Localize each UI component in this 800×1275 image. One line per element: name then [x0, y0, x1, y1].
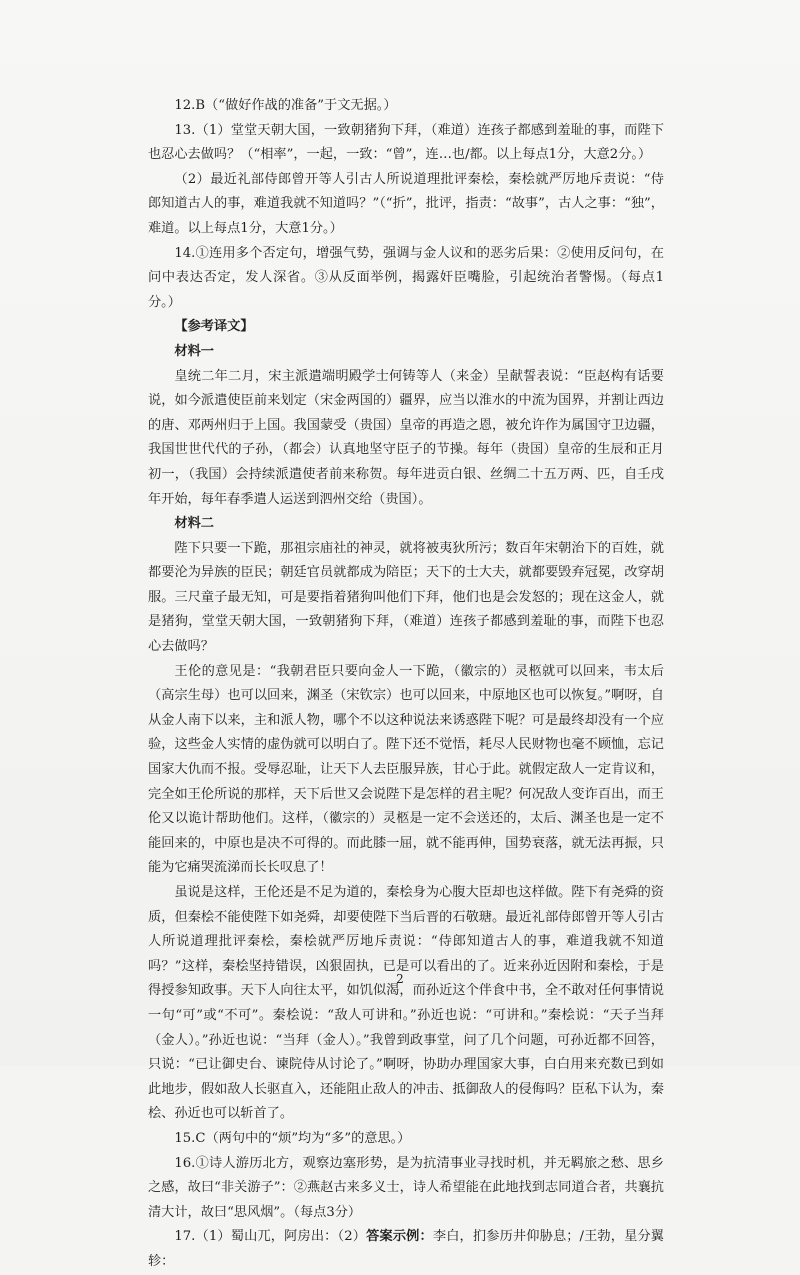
answer-17-rest: 李白，扪参历井仰胁息；/王勃，星分翼轸：: [148, 1229, 664, 1269]
material-2-paragraph-1: 陛下只要一下跪，那祖宗庙社的神灵，就将被夷狄所污；数百年宋朝治下的百姓，就都要沦为异族的臣民；朝廷官员就都成为陪臣；天下的士大夫，就都要毁弃冠冕，改穿胡服。三尺童子最无知，可是要指着猪狗叫他们下拜，他们也是会发怒的；现在这金人，就是猪狗，堂堂天朝大国，一致朝猪狗下拜，（难道）连孩子都感到羞耻的事，而陛下也忍心去做吗？: [148, 540, 664, 655]
answer-content: [148, 94, 664, 1275]
material-2-title: 材料二: [174, 516, 214, 532]
answer-16: 16.①诗人游历北方，观察边塞形势，是为抗清事业寻找时机，并无羁旅之愁、思乡之感，故曰“非关游子”：②燕赵古来多义士，诗人希望能在此地找到志同道合者，共襄抗清大计，故曰“思风烟”。（每点3分）: [148, 1155, 664, 1220]
material-2-paragraph-2: 王伦的意见是：“我朝君臣只要向金人一下跪，（徽宗的）灵柩就可以回来，韦太后（高宗生母）也可以回来，渊圣（宋钦宗）也可以回来，中原地区也可以恢复。”啊呀，自从金人南下以来，主和派人物，哪个不以这种说法来诱惑陛下呢？可是最终却没有一个应验，这些金人实情的虚伪就可以明白了。陛下还不觉悟，耗尽人民财物也毫不顾恤，忘记国家大仇而不报。受辱忍耻，让天下人去臣服异族，甘心于此。就假定敌人一定肯议和，完全如王伦所说的那样，天下后世又会说陛下是怎样的君主呢？何况敌人变诈百出，而王伦又以诡计帮助他们。这样，（徽宗的）灵柩是一定不会送还的，太后、渊圣也是一定不能回来的，中原也是决不可得的。而此膝一屈，就不能再伸，国势衰落，就无法再振，只能为它痛哭流涕而长长叹息了！: [148, 663, 664, 876]
answer-17-prefix: 17.（1）蜀山兀，阿房出：（2）: [174, 1229, 367, 1245]
answer-14: 14.①连用多个否定句，增强气势，强调与金人议和的恶劣后果：②使用反问句，在问中表达否定，发人深省。③从反面举例，揭露奸臣嘴脸，引起统治者警惕。（每点1分。）: [148, 245, 664, 310]
answer-13-1: 13.（1）堂堂天朝大国，一致朝猪狗下拜，（难道）连孩子都感到羞耻的事，而陛下也忍心去做吗？（“相率”，一起，一致：“曾”，连…也/都。以上每点1分，大意2分。）: [148, 122, 664, 163]
answer-17-example-label: 答案示例：: [366, 1229, 433, 1245]
material-2-paragraph-3: 虽说是这样，王伦还是不足为道的，秦桧身为心腹大臣却也这样做。陛下有尧舜的资质，但秦桧不能使陛下如尧舜，却要使陛下当后晋的石敬瑭。最近礼部侍郎曾开等人引古人所说道理批评秦桧，秦桧就严厉地斥责说：“侍郎知道古人的事，难道我就不知道吗？”这样，秦桧坚持错误，凶狠固执，已是可以看出的了。近来孙近因附和秦桧，于是得授参知政事。天下人向往太平，如饥似渴，而孙近这个伴食中书，全不敢对任何事情说一句“可”或“不可”。秦桧说：“敌人可讲和。”孙近也说：“可讲和。”秦桧说：“天子当拜（金人）。”孙近也说：“当拜（金人）。”我曾到政事堂，问了几个问题，可孙近都不回答，只说：“已让御史台、谏院侍从讨论了。”啊呀，协助办理国家大事，白白用来充数已到如此地步，假如敌人长驱直入，还能阻止敌人的冲击、抵御敌人的侵侮吗？臣私下认为，秦桧、孙近也可以斩首了。: [148, 885, 664, 1122]
answer-12: 12.B（“做好作战的准备”于文无据。）: [174, 98, 397, 113]
answer-15: 15.C（两句中的“烦”均为“多”的意思。）: [174, 1130, 411, 1146]
answer-13-2: （2）最近礼部侍郎曾开等人引古人所说道理批评秦桧，秦桧就严厉地斥责说：“侍郎知道古人的事，难道我就不知道吗？”（“折”，批评，指责：“故事”，古人之事：“独”，难道。以上每点1分，大意1分。）: [148, 171, 664, 236]
translation-heading: 【参考译文】: [174, 319, 254, 335]
material-1-paragraph: 皇统二年二月，宋主派遣端明殿学士何铸等人（来金）呈献誓表说：“臣赵构有话要说，如今派遣使臣前来划定（宋金两国的）疆界，应当以淮水的中流为国界，并割让西边的唐、邓两州归于上国。我国蒙受（贵国）皇帝的再造之恩，被允许作为属国守卫边疆，我国世世代代的子孙，（都会）认真地坚守臣子的节操。每年（贵国）皇帝的生辰和正月初一，（我国）会持续派遣使者前来称贺。每年进贡白银、丝绸二十五万两、匹，自壬戌年开始，每年春季遣人运送到泗州交给（贵国）。: [148, 368, 664, 507]
answer-17: [148, 1225, 664, 1274]
page-number: 2: [396, 972, 404, 986]
material-1-title: 材料一: [174, 343, 214, 359]
